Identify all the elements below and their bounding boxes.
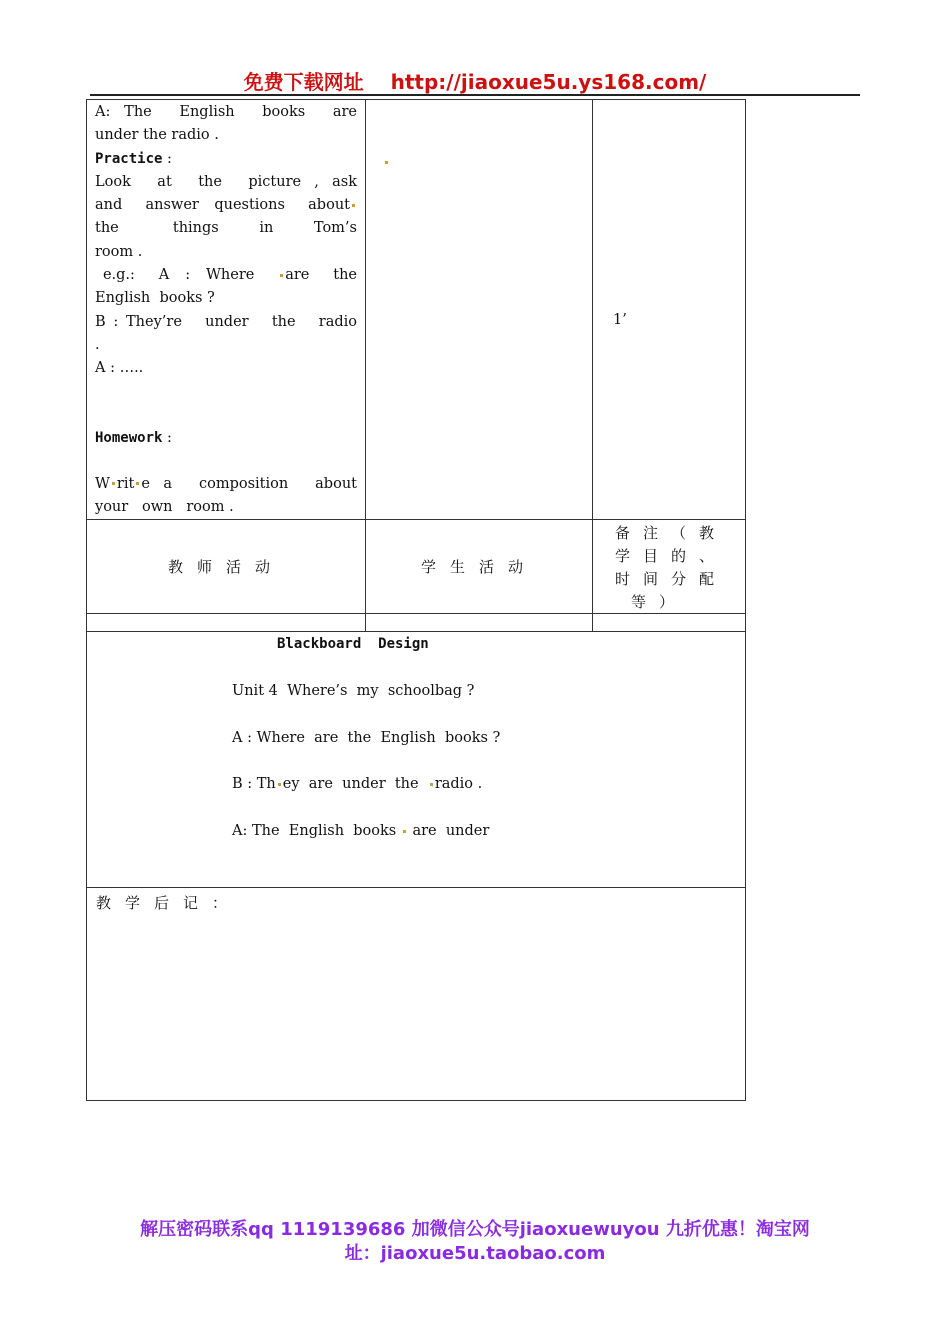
- text-line: A : …..: [95, 360, 144, 377]
- teacher-activity-header-cell: [86, 519, 366, 614]
- blackboard-line: [232, 773, 482, 796]
- homework-colon: :: [162, 429, 172, 446]
- text-span: are the: [285, 267, 358, 284]
- text-line: B : They’re under the radio: [95, 313, 357, 330]
- text-span: rit: [116, 475, 135, 492]
- practice-label: Practice: [95, 150, 163, 167]
- student-activity-header-cell: [365, 519, 593, 614]
- text-line: room .: [95, 243, 143, 260]
- notes-header-line: 时间分配: [615, 570, 728, 588]
- blackboard-design-cell: [86, 631, 746, 888]
- text-line: Look at the picture , ask: [95, 173, 357, 190]
- homework-label: Homework: [95, 429, 163, 446]
- text-span: and answer questions about: [95, 197, 350, 214]
- student-activity-cell: [365, 99, 593, 520]
- footer-taobao-line[interactable]: 址：jiaoxue5u.taobao.com: [344, 1243, 606, 1264]
- blackboard-line: [232, 820, 489, 843]
- teacher-activity-header: 教师活动: [167, 558, 284, 576]
- page-header: [90, 66, 860, 96]
- spacer: [95, 450, 357, 473]
- text-line: A: The English books are: [95, 104, 357, 120]
- text-span: radio .: [434, 776, 483, 792]
- text-span: e.g.: A : Where: [95, 267, 279, 284]
- text-line: [95, 194, 357, 217]
- practice-heading: [95, 148, 357, 171]
- blackboard-title: Blackboard Design: [277, 636, 429, 652]
- time-notes-cell: [592, 99, 746, 520]
- text-span: W: [95, 475, 110, 492]
- marker-dot: [352, 204, 355, 207]
- text-line: the things in Tom’s: [95, 220, 357, 237]
- teaching-postscript-cell: [86, 887, 746, 1101]
- header-url-link[interactable]: http://jiaoxue5u.ys168.com/: [390, 70, 707, 94]
- marker-dot: [278, 783, 281, 786]
- text-line: English books ?: [95, 290, 215, 307]
- text-line: your own room .: [95, 499, 234, 516]
- text-span: ey are under the: [282, 776, 428, 792]
- text-line: [95, 473, 357, 496]
- time-allocation: 1’: [613, 312, 627, 328]
- notes-header-cell: [592, 519, 746, 614]
- marker-dot: [136, 482, 139, 485]
- empty-row-cell: [365, 613, 593, 632]
- header-free-download-label: 免费下载网址: [243, 70, 364, 94]
- notes-header-line: 备注（教: [615, 524, 728, 542]
- student-activity-header: 学生活动: [420, 558, 537, 576]
- page-footer: [80, 1218, 870, 1266]
- footer-contact-line: 解压密码联系qq 1119139686 加微信公众号jiaoxuewuyou 九折优惠！淘宝网: [140, 1219, 810, 1240]
- teacher-activity-cell: [86, 99, 366, 520]
- notes-header-line: 学目的、: [615, 547, 728, 565]
- homework-heading: [95, 427, 357, 450]
- practice-colon: :: [162, 150, 172, 167]
- text-span: e a composition about: [141, 475, 357, 492]
- empty-row-cell: [86, 613, 366, 632]
- marker-dot: [385, 161, 388, 164]
- text-span: A: The English books: [232, 823, 401, 839]
- teaching-postscript-label: 教学后记：: [96, 894, 242, 912]
- text-line: [95, 264, 357, 287]
- blackboard-line: A : Where are the English books ?: [232, 730, 501, 746]
- blackboard-line: Unit 4 Where’s my schoolbag ?: [232, 683, 475, 699]
- marker-dot: [430, 783, 433, 786]
- marker-dot: [280, 274, 283, 277]
- text-span: B : Th: [232, 776, 276, 792]
- text-line: .: [95, 336, 100, 353]
- text-line: under the radio .: [95, 127, 219, 144]
- spacer: [95, 381, 357, 427]
- text-span: are under: [407, 823, 490, 839]
- marker-dot: [112, 482, 115, 485]
- empty-row-cell: [592, 613, 746, 632]
- marker-dot: [403, 830, 406, 833]
- notes-header-line: 等）: [631, 593, 688, 611]
